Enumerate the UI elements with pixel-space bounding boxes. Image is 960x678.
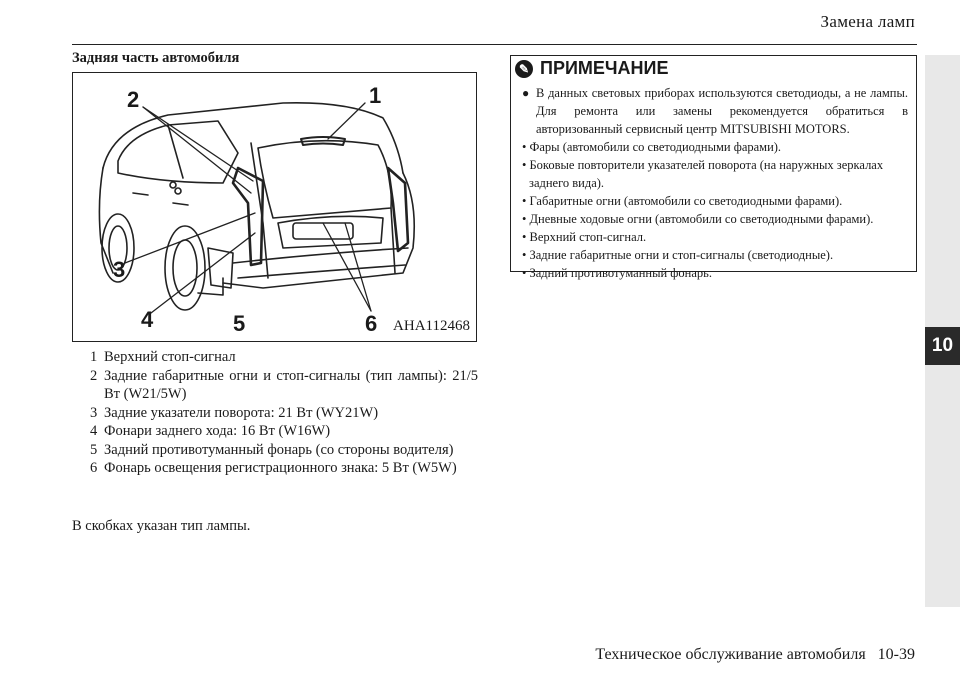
- section-heading: Задняя часть автомобиля: [72, 50, 240, 66]
- legend-text: Фонари заднего хода: 16 Вт (W16W): [104, 423, 331, 439]
- note-list-item: • Боковые повторители указателей поворота (на наружных зеркалах заднего вида).: [522, 158, 884, 190]
- note-list-item: • Задние габаритные огни и стоп-сигналы (светодиодные).: [522, 248, 834, 262]
- note-header: [511, 56, 916, 81]
- note-list-item: • Задний противотуманный фонарь.: [522, 266, 712, 280]
- pen-note-icon: ✎: [515, 60, 533, 78]
- note-body: [511, 81, 916, 282]
- legend-number: 3: [90, 404, 98, 421]
- legend-item: [90, 441, 478, 460]
- callout-4: 4: [141, 307, 154, 332]
- page-header-title: Замена ламп: [820, 12, 915, 31]
- header-divider: [72, 44, 917, 45]
- note-title: ПРИМЕЧАНИЕ: [540, 58, 669, 78]
- legend-text: Задние указатели поворота: 21 Вт (WY21W): [104, 404, 379, 421]
- rear-lights-figure: [72, 72, 477, 342]
- chapter-number-badge: 10: [925, 327, 960, 365]
- bullet-dot-icon: ●: [522, 86, 530, 100]
- legend-text: Задний противотуманный фонарь (со стороны водителя): [104, 441, 454, 458]
- legend-number: 6: [90, 460, 98, 476]
- legend-number: 4: [90, 423, 98, 439]
- note-list-item: • Габаритные огни (автомобили со светодиодными фарами).: [522, 194, 843, 208]
- note-box: [510, 55, 917, 280]
- legend-item: [90, 367, 478, 404]
- callout-2: 2: [127, 87, 140, 112]
- note-intro-text: В данных световых приборах используются светодиоды, а не лампы. Для ремонта или замены рекомендуется обратиться в авторизованный сервисный центр MITSUBISHI MOTORS.: [536, 86, 908, 136]
- figure-legend: [90, 348, 478, 478]
- bulb-type-footnote: В скобках указан тип лампы.: [72, 518, 251, 534]
- legend-number: 2: [90, 367, 98, 384]
- legend-item: [90, 348, 478, 367]
- note-intro: [522, 84, 908, 138]
- legend-text: Фонарь освещения регистрационного знака: 5 Вт (W5W): [104, 460, 457, 476]
- legend-item: [90, 459, 478, 478]
- note-list-item: • Фары (автомобили со светодиодными фарами).: [522, 140, 782, 154]
- figure-code: AHA112468: [393, 318, 470, 334]
- legend-text: Задние габаритные огни и стоп-сигналы (тип лампы): 21/5 Вт (W21/5W): [104, 367, 478, 402]
- callout-3: 3: [113, 257, 126, 282]
- legend-number: 1: [90, 349, 98, 365]
- car-rear-illustration: [73, 73, 478, 343]
- legend-item: [90, 422, 478, 441]
- note-list-item: • Дневные ходовые огни (автомобили со светодиодными фарами).: [522, 212, 874, 226]
- page-footer: Техническое обслуживание автомобиля 10-39: [595, 646, 915, 663]
- legend-number: 5: [90, 441, 98, 458]
- legend-text: Верхний стоп-сигнал: [104, 349, 236, 365]
- callout-6: 6: [365, 311, 378, 336]
- legend-item: [90, 404, 478, 423]
- callout-5: 5: [233, 311, 246, 336]
- callout-1: 1: [369, 83, 382, 108]
- note-list-item: • Верхний стоп-сигнал.: [522, 230, 647, 244]
